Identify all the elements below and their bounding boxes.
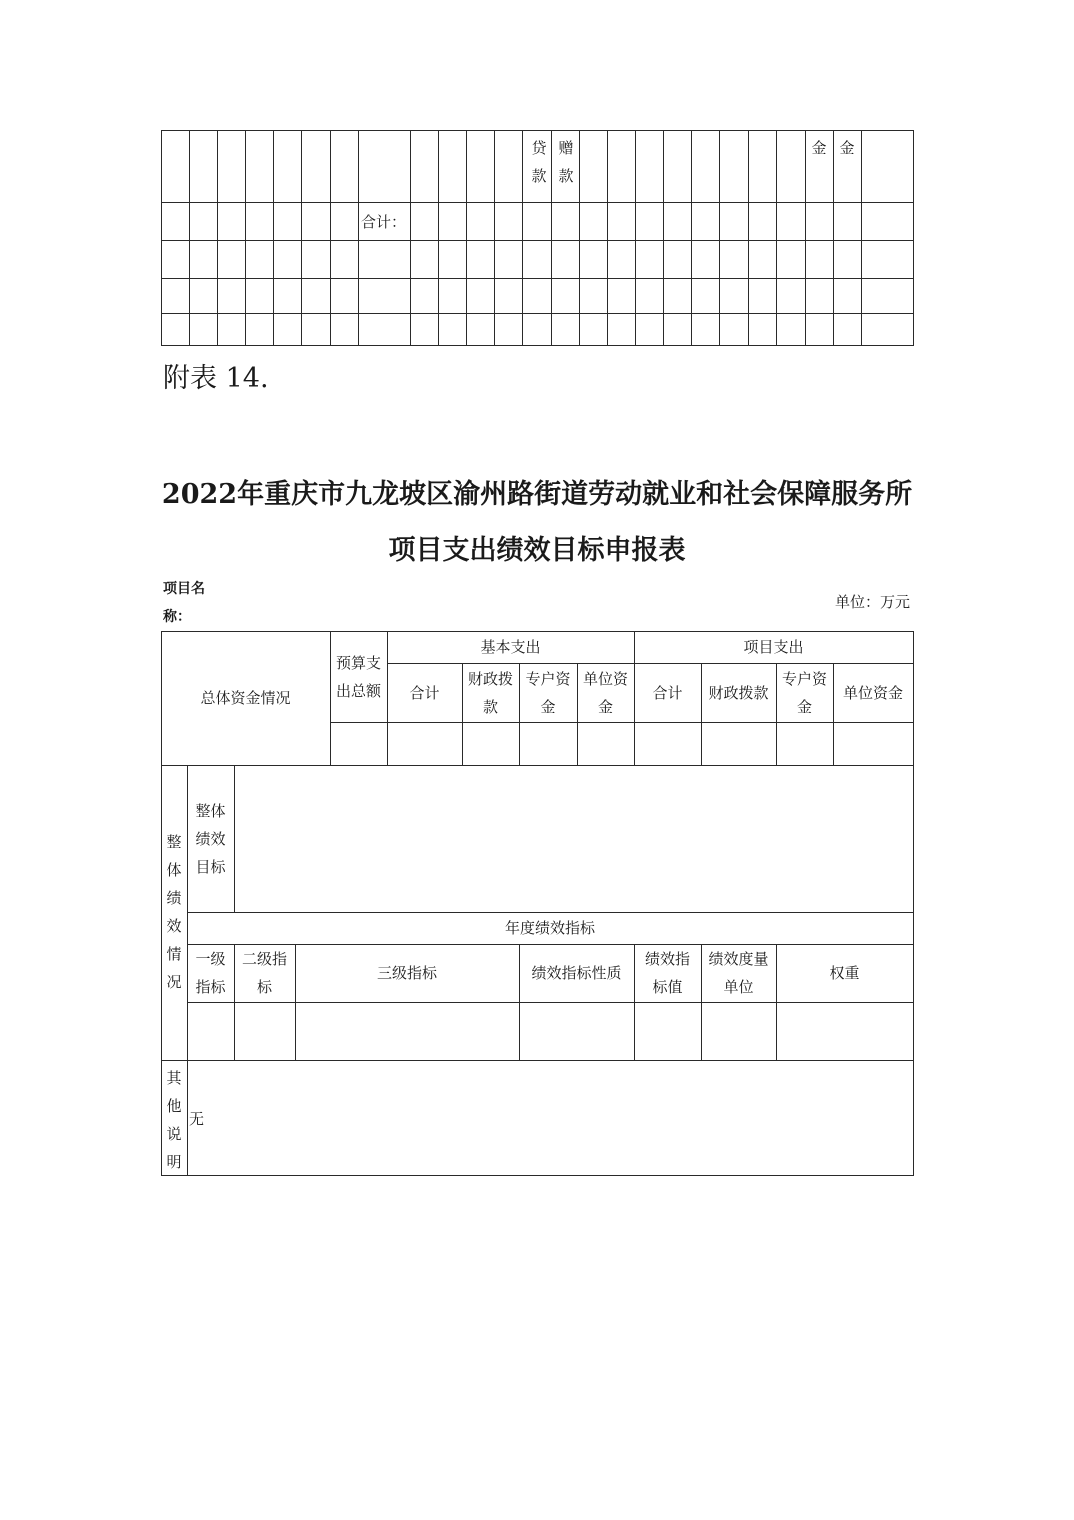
label-char: 他 [166, 1097, 182, 1115]
subheader-line: 单位资 [582, 669, 628, 688]
subheader-line: 财政拨款 [708, 683, 769, 702]
subheader-line: 合计 [652, 683, 683, 702]
label-char: 绩 [166, 889, 182, 907]
header-line: 绩效度量 [708, 950, 769, 968]
unit-label: 单位：万元 [835, 593, 911, 611]
fund-value-cell[interactable] [833, 722, 913, 765]
table-border [691, 130, 692, 346]
table-border [187, 765, 188, 1176]
header-line: 指标 [195, 978, 226, 996]
table-border [330, 130, 331, 346]
label-char: 整 [166, 833, 182, 851]
table-border [438, 130, 439, 346]
label-char: 说 [166, 1125, 182, 1143]
table-border [295, 944, 296, 1061]
basic-expense-header: 基本支出 [480, 638, 541, 656]
table-border [519, 944, 520, 1061]
table-border [330, 631, 331, 766]
indicator-value-cell[interactable] [776, 1002, 913, 1060]
total-label: 合计： [361, 213, 407, 231]
header-line: 二级指 [241, 950, 287, 968]
header-char: 贷 [531, 139, 547, 157]
label-char: 其 [166, 1069, 182, 1087]
header-line: 标值 [652, 978, 683, 996]
project-subheader [634, 663, 701, 722]
table-border [187, 1002, 914, 1003]
label-line: 目标 [195, 857, 226, 876]
header-loan [529, 134, 549, 190]
label-char: 况 [166, 973, 182, 991]
indicator-value-cell[interactable] [519, 1002, 634, 1060]
header-line: 一级 [195, 950, 226, 968]
indicator-value-cell[interactable] [187, 1002, 234, 1060]
basic-subheader [519, 663, 577, 722]
budget-total-header [330, 631, 387, 722]
label-char: 体 [166, 861, 182, 879]
table-border [634, 944, 635, 1061]
fund-value-cell[interactable] [701, 722, 776, 765]
subheader-line: 金 [540, 697, 556, 716]
basic-subheader [387, 663, 462, 722]
header-line: 绩效指 [644, 950, 690, 968]
subheader-line: 专户资 [525, 669, 571, 688]
fund-value-cell[interactable] [577, 722, 634, 765]
table-border [462, 663, 463, 766]
indicator-value-cell[interactable] [295, 1002, 519, 1060]
indicator-header [776, 944, 913, 1002]
table-border [635, 130, 636, 346]
project-subheader [776, 663, 833, 722]
table-border [663, 130, 664, 346]
table-border [913, 130, 914, 346]
table-border [776, 944, 777, 1061]
header-char: 款 [558, 167, 574, 185]
table-border [189, 130, 190, 346]
table-border [607, 130, 608, 346]
project-name-label [163, 575, 205, 631]
indicator-value-cell[interactable] [234, 1002, 295, 1060]
table-border [701, 663, 702, 766]
table-border [805, 130, 806, 346]
header-line: 预算支 [335, 653, 381, 672]
table-border [217, 130, 218, 346]
page-title-line1: 2022年重庆市九龙坡区渝州路街道劳动就业和社会保障服务所 [161, 479, 913, 510]
header-line: 权重 [829, 964, 860, 982]
project-name-label-line1: 项目名 [163, 581, 205, 597]
indicator-header [187, 944, 234, 1002]
table-border [634, 631, 635, 766]
table-border [187, 944, 914, 945]
performance-section-label [164, 828, 184, 996]
overall-target-input[interactable] [234, 765, 913, 912]
fund-value-cell[interactable] [462, 722, 519, 765]
subheader-line: 合计 [409, 683, 440, 702]
label-char: 效 [166, 917, 182, 935]
label-char: 明 [166, 1153, 182, 1171]
basic-subheader [577, 663, 634, 722]
table-border [522, 130, 523, 346]
table-border [301, 130, 302, 346]
table-border [273, 130, 274, 346]
table-border [161, 631, 162, 1176]
table-border [410, 130, 411, 346]
fund-value-cell[interactable] [387, 722, 462, 765]
indicator-value-cell[interactable] [701, 1002, 776, 1060]
table-border [861, 130, 862, 346]
project-subheader [701, 663, 776, 722]
table-border [187, 912, 914, 913]
table-border [833, 663, 834, 766]
header-line: 绩效指标性质 [531, 964, 622, 982]
table-border [719, 130, 720, 346]
table-border [161, 765, 914, 766]
table-border [701, 944, 702, 1061]
table-border [833, 130, 834, 346]
project-name-label-line2: 称： [163, 609, 191, 625]
header-char: 款 [531, 167, 547, 185]
table-border [161, 631, 914, 632]
basic-subheader [462, 663, 519, 722]
table-border [913, 631, 914, 1176]
header-char: 赠 [558, 139, 574, 157]
table-border [579, 130, 580, 346]
subheader-line: 单位资金 [842, 683, 903, 702]
overall-target-label [187, 765, 234, 912]
label-line: 绩效 [195, 829, 226, 848]
fund-value-cell[interactable] [519, 722, 577, 765]
header-donation [556, 134, 576, 190]
fund-value-cell[interactable] [634, 722, 701, 765]
indicator-header [234, 944, 295, 1002]
page-title-line2: 项目支出绩效目标申报表 [388, 535, 686, 566]
subheader-line: 财政拨 [467, 669, 513, 688]
table-border [358, 130, 359, 346]
table-border [330, 722, 914, 723]
annual-indicators-header: 年度绩效指标 [504, 919, 595, 937]
other-notes-value[interactable]: 无 [189, 1110, 205, 1128]
subheader-line: 款 [482, 697, 498, 716]
subheader-line: 专户资 [781, 669, 827, 688]
project-subheader [833, 663, 913, 722]
table-border [577, 663, 578, 766]
indicator-header [634, 944, 701, 1002]
table-border [551, 130, 552, 346]
header-line: 出总额 [335, 681, 381, 700]
table-border [161, 1175, 914, 1176]
header-line: 单位 [723, 978, 754, 996]
table-border [776, 663, 777, 766]
label-line: 整体 [195, 801, 226, 820]
project-expense-header: 项目支出 [743, 638, 804, 656]
table-border [748, 130, 749, 346]
appendix-label: 附表 14. [163, 363, 269, 394]
table-border [234, 944, 235, 1061]
subheader-line: 金 [597, 697, 613, 716]
table-border [245, 130, 246, 346]
table-border [161, 130, 162, 346]
fund-value-cell[interactable] [776, 722, 833, 765]
table-border [161, 1060, 914, 1061]
indicator-header [295, 944, 519, 1002]
indicator-header [701, 944, 776, 1002]
table-border [494, 130, 495, 346]
budget-total-cell[interactable] [330, 722, 387, 765]
other-notes-label [164, 1064, 184, 1176]
table-border [519, 663, 520, 766]
indicator-value-cell[interactable] [634, 1002, 701, 1060]
header-line: 三级指标 [376, 964, 437, 982]
label-char: 情 [166, 945, 182, 963]
table-border [776, 130, 777, 346]
table-border [387, 663, 914, 664]
table-border [466, 130, 467, 346]
table-border [387, 631, 388, 766]
header-fund-2: 金 [839, 139, 855, 157]
indicator-header [519, 944, 634, 1002]
table-border [234, 765, 235, 913]
overall-funds-label: 总体资金情况 [200, 689, 291, 707]
header-fund-1: 金 [811, 139, 827, 157]
subheader-line: 金 [796, 697, 812, 716]
header-line: 标 [256, 978, 272, 996]
